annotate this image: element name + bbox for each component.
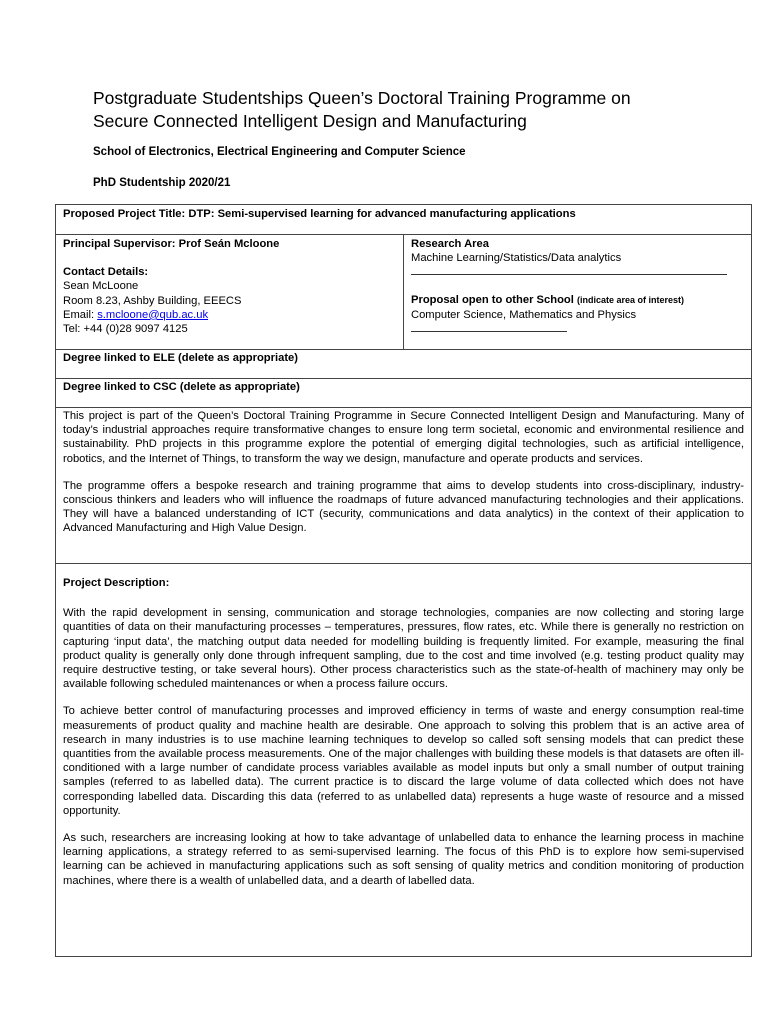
project-title: Proposed Project Title: DTP: Semi-supervised learning for advanced manufacturing applications bbox=[56, 205, 752, 235]
other-school-note: (indicate area of interest) bbox=[576, 295, 684, 306]
research-cell bbox=[404, 235, 752, 350]
supervisor-row bbox=[56, 235, 752, 350]
title-line-1: Postgraduate Studentships Queen’s Doctoral Training Programme on bbox=[93, 88, 631, 108]
supervisor-label: Principal Supervisor: Prof Seán Mcloone bbox=[63, 238, 280, 250]
description-paragraph-1: With the rapid development in sensing, communication and storage technologies, companies are now collecting and storing large quantities of data on their manufacturing processes – temperatures, pressures, flow rates, etc. While there is generally no restriction on capturing ‘input data’, the matching output data needed for modelling building is frequently limited. For example, measuring the final product quality is generally only done through infrequent sampling, due to the cost and time involved (e.g. testing product quality may require destructive testing, or take several hours). Other process characteristics such as the state-of-health of machinery may only be available following scheduled maintenances or when a process failure occurs. bbox=[63, 607, 745, 691]
degree-csc: Degree linked to CSC (delete as appropriate) bbox=[56, 379, 752, 408]
intro-cell bbox=[56, 408, 752, 564]
degree-csc-row bbox=[56, 379, 752, 408]
description-paragraph-2: To achieve better control of manufacturing processes and improved efficiency in terms of waste and energy consumption real-time measurements of product quality and machine health are desirable. One approach to solving this problem that is an active area of research in many industries is to use machine learning techniques to develop so called soft sensing models that can predict these quantities from the available process measurements. One of the major challenges with building these models is that datasets are often ill-conditioned with a large number of candidate process variables available as model inputs but only a small number of output training samples (referred to as labelled data). The current practice is to discard the large volume of data collected which does not have corresponding labelled data. Discarding this data (referred to as unlabelled data) represents a huge waste of resource and a missed opportunity. bbox=[63, 705, 745, 817]
project-table bbox=[55, 204, 752, 957]
school-name: School of Electronics, Electrical Engineering and Computer Science bbox=[93, 146, 466, 158]
other-school-line bbox=[411, 293, 744, 307]
degree-ele: Degree linked to ELE (delete as appropriate) bbox=[56, 350, 752, 379]
other-school-area: Computer Science, Mathematics and Physics bbox=[411, 308, 637, 321]
research-area-rule bbox=[411, 265, 744, 279]
contact-name: Sean McLoone bbox=[63, 280, 139, 293]
description-cell bbox=[56, 564, 752, 957]
supervisor-cell bbox=[56, 235, 404, 350]
intro-paragraph-1: This project is part of the Queen’s Doctoral Training Programme in Secure Connected Intelligent Design and Manufacturing. Many of today’s industrial approaches require transformative changes to ensure long term societal, economic and environmental resilience and sustainability. PhD projects in this programme explore the potential of emerging digital technologies, such as artificial intelligence, robotics, and the Internet of Things, to transform the way we design, manufacture and operate products and services. bbox=[63, 410, 745, 465]
research-area: Machine Learning/Statistics/Data analytics bbox=[411, 252, 622, 265]
other-school-rule bbox=[411, 322, 744, 336]
email-link[interactable]: s.mcloone@qub.ac.uk bbox=[97, 308, 209, 321]
contact-tel: Tel: +44 (0)28 9097 4125 bbox=[63, 323, 188, 336]
contact-heading: Contact Details: bbox=[63, 266, 149, 279]
other-school-heading: Proposal open to other School bbox=[411, 294, 574, 307]
studentship-label: PhD Studentship 2020/21 bbox=[93, 177, 231, 189]
description-heading: Project Description: bbox=[63, 577, 170, 589]
intro-row bbox=[56, 408, 752, 564]
description-paragraph-3: As such, researchers are increasing looking at how to take advantage of unlabelled data to enhance the learning process in machine learning applications, a strategy referred to as semi-supervised learning. The focus of this PhD is to explore how semi-supervised learning can be achieved in manufacturing applications such as soft sensing of quality metrics and condition monitoring of production machines, where there is a wealth of unlabelled data, and a dearth of labelled data. bbox=[63, 832, 745, 887]
contact-room: Room 8.23, Ashby Building, EEECS bbox=[63, 294, 242, 307]
project-title-row bbox=[56, 205, 752, 235]
research-heading: Research Area bbox=[411, 238, 489, 250]
description-row bbox=[56, 564, 752, 957]
degree-ele-row bbox=[56, 350, 752, 379]
email-label: Email: bbox=[63, 308, 98, 321]
contact-email-line bbox=[63, 308, 396, 322]
intro-paragraph-2: The programme offers a bespoke research and training programme that aims to develop students into cross-disciplinary, industry-conscious thinkers and leaders who will influence the roadmaps of future advanced manufacturing technologies and their applications. They will have a balanced understanding of ICT (security, communications and data analytics) in the context of their application to Advanced Manufacturing and High Value Design. bbox=[63, 479, 745, 535]
document-title bbox=[93, 87, 733, 133]
title-line-2: Secure Connected Intelligent Design and Manufacturing bbox=[93, 111, 527, 131]
